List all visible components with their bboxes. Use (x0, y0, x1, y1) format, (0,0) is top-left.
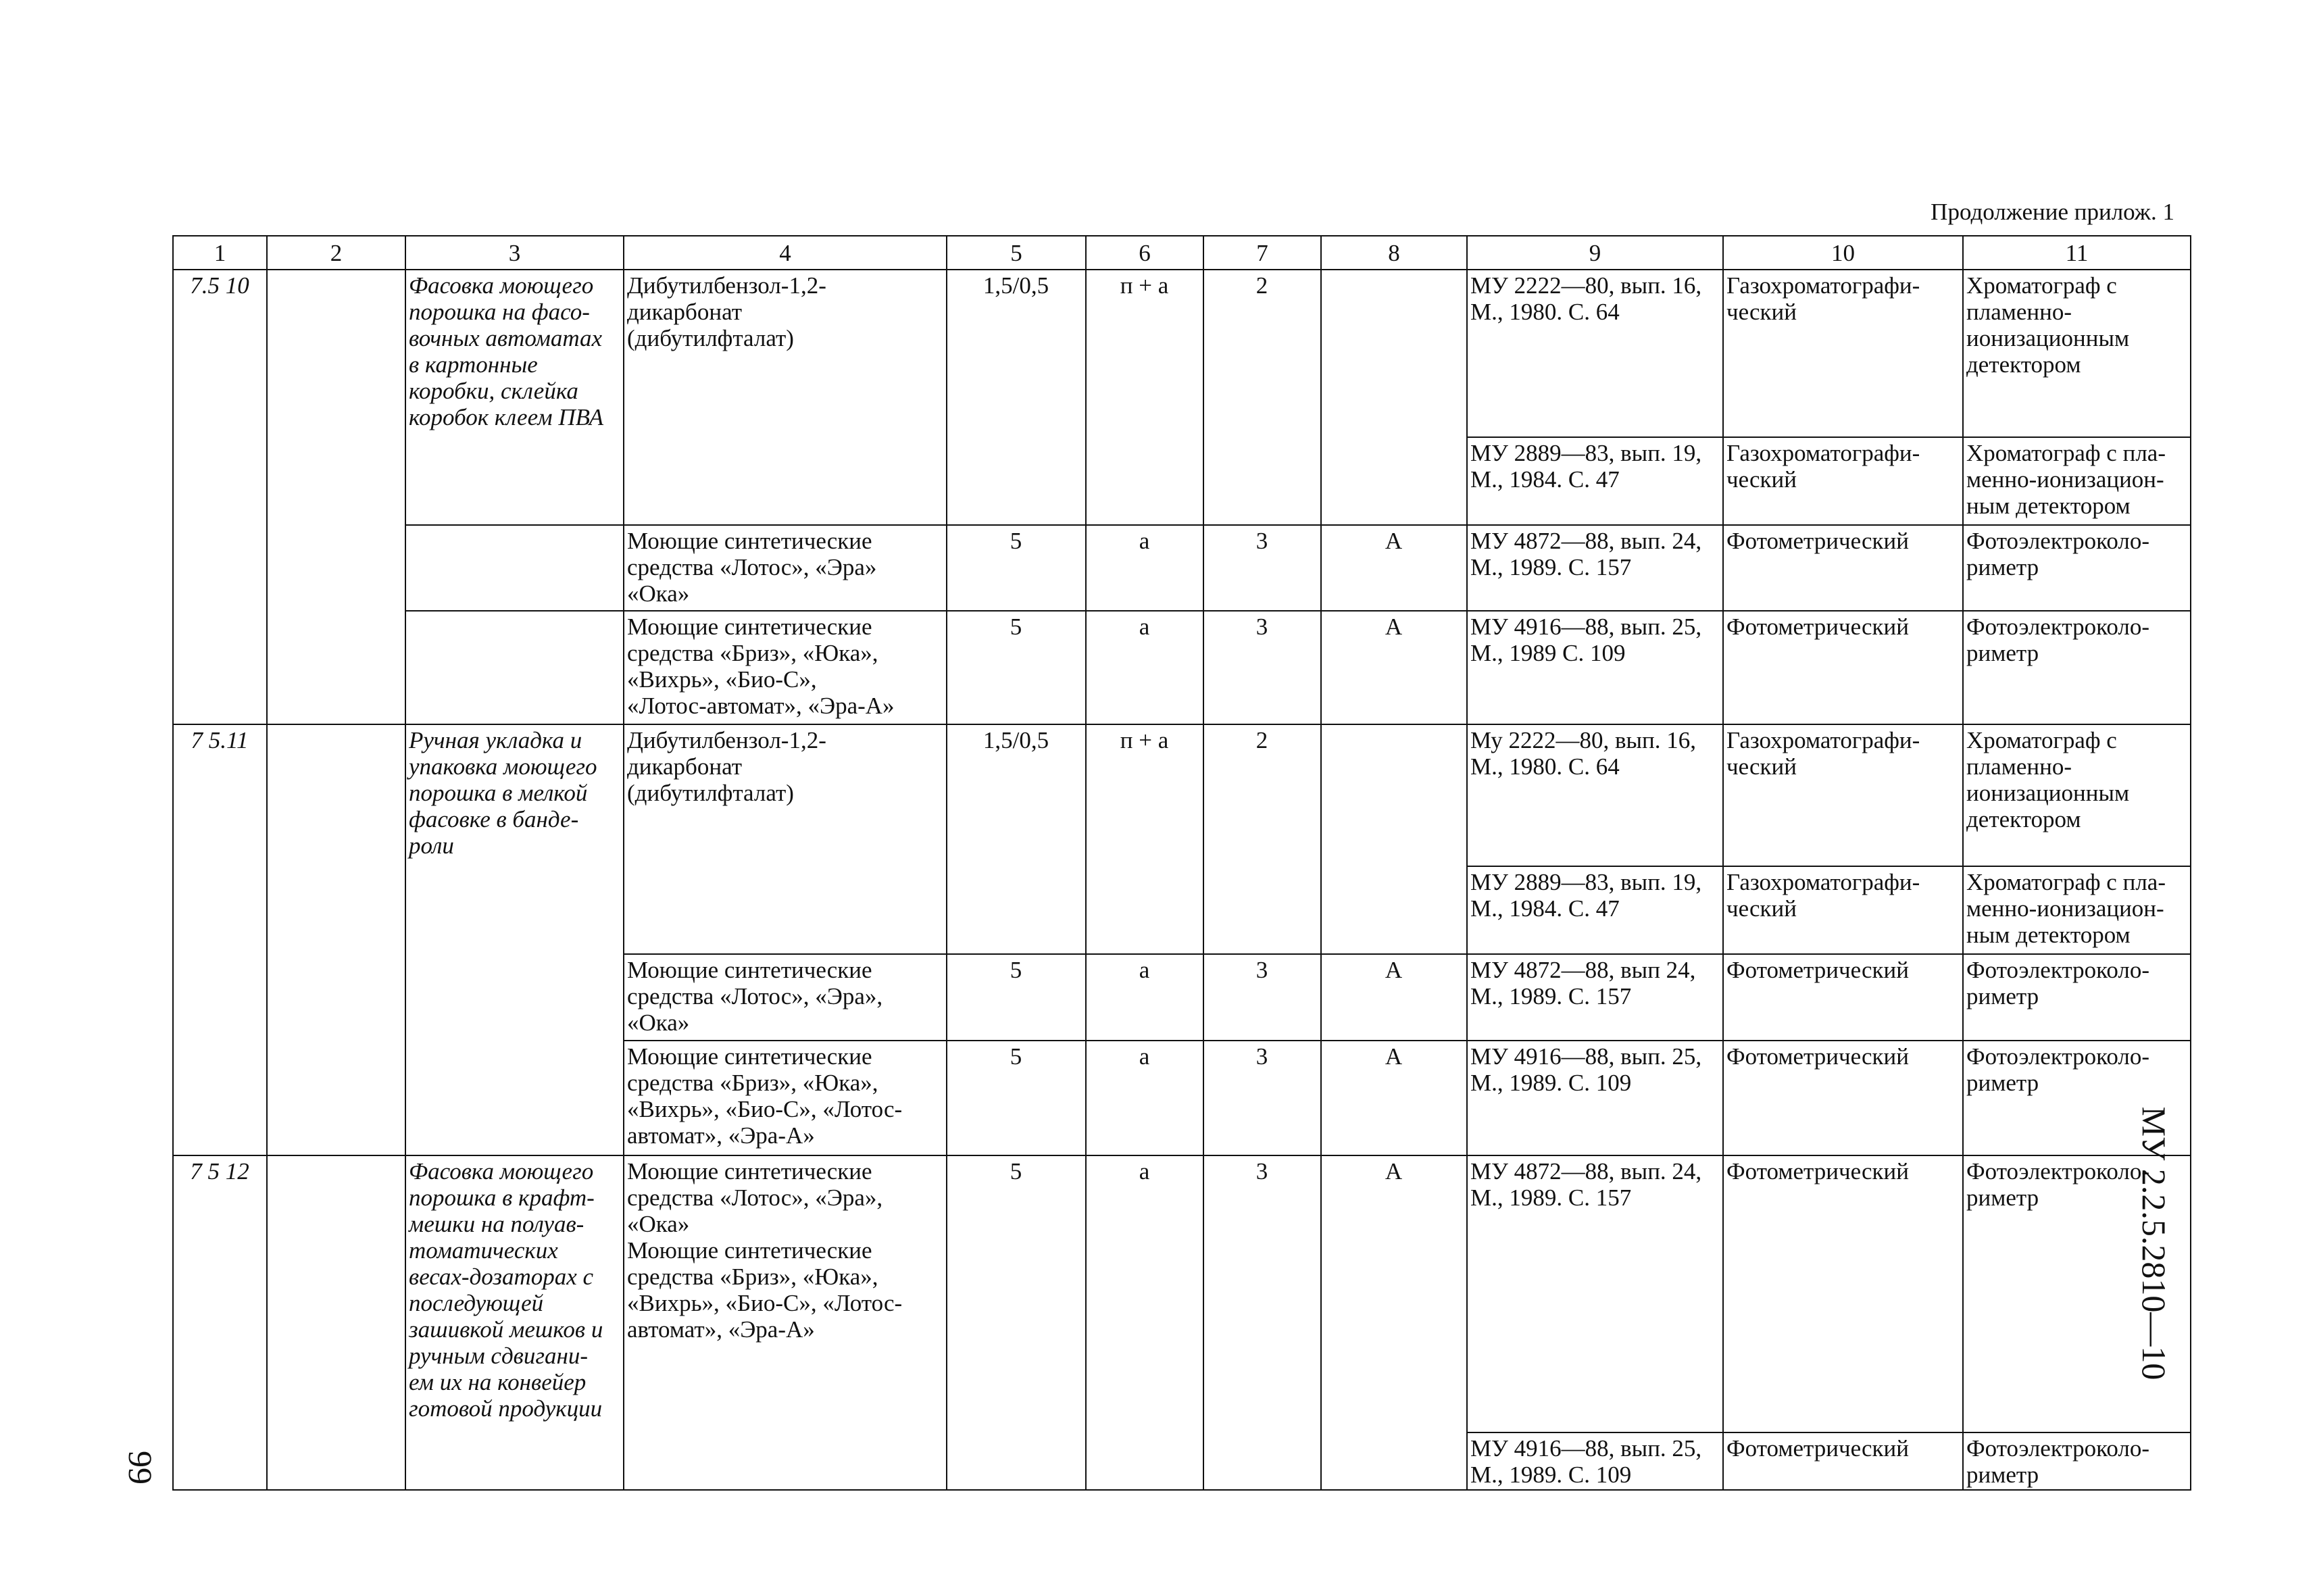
method-document-cell: МУ 2889—83, вып. 19, М., 1984. С. 47 (1467, 437, 1723, 525)
effect-cell (1321, 724, 1467, 954)
method-type-cell: Фотометрический (1723, 525, 1963, 611)
substance-cell: Моющие синтетические средства «Бриз», «Юка», «Вихрь», «Био-С», «Лотос- автомат», «Эра-А» (624, 1041, 947, 1155)
column-number-row (173, 236, 2191, 270)
concentration-cell: 1,5/0,5 (947, 724, 1086, 954)
substance-cell: Моющие синтетические средства «Лотос», «Эра», «Ока» (624, 954, 947, 1041)
concentration-cell: 5 (947, 954, 1086, 1041)
substances-table (172, 235, 2191, 1491)
hazard-class-cell: 3 (1203, 1155, 1321, 1490)
effect-cell (1321, 270, 1467, 525)
device-cell: Фотоэлектроколо- риметр (1963, 1155, 2191, 1432)
hazard-class-cell: 3 (1203, 954, 1321, 1041)
column-number: 7 (1203, 236, 1321, 270)
method-document-cell: МУ 4872—88, вып. 24, М., 1989. С. 157 (1467, 1155, 1723, 1432)
operation-cell: Фасовка моющего порошка в крафт- мешки на полуав- томатических весах-дозаторах с последующей зашивкой мешков и ручным сдвигани- ем их на конвейер готовой продукции (405, 1155, 624, 1490)
hazard-class-cell: 2 (1203, 724, 1321, 954)
concentration-cell: 5 (947, 611, 1086, 724)
concentration-cell: 5 (947, 525, 1086, 611)
substance-cell: Моющие синтетические средства «Лотос», «Эра», «Ока» Моющие синтетические средства «Бриз», «Юка», «Вихрь», «Био-С», «Лотос- автомат», «Эра-А» (624, 1155, 947, 1490)
method-document-cell: МУ 2222—80, вып. 16, М., 1980. С. 64 (1467, 270, 1723, 437)
substance-cell: Дибутилбензол-1,2- дикарбонат (дибутилфталат) (624, 724, 947, 954)
column-number: 2 (267, 236, 405, 270)
device-cell: Хроматограф с пламенно- ионизационным детектором (1963, 724, 2191, 866)
effect-cell: А (1321, 611, 1467, 724)
method-document-cell: МУ 2889—83, вып. 19, М., 1984. С. 47 (1467, 866, 1723, 954)
hazard-class-cell: 3 (1203, 611, 1321, 724)
method-type-cell: Газохроматографи- ческий (1723, 437, 1963, 525)
device-cell: Хроматограф с пла- менно-ионизацион- ным детектором (1963, 437, 2191, 525)
device-cell: Фотоэлектроколо- риметр (1963, 1041, 2191, 1155)
state-cell: а (1086, 954, 1203, 1041)
method-document-cell: Му 2222—80, вып. 16, М., 1980. С. 64 (1467, 724, 1723, 866)
empty-cell (405, 611, 624, 724)
substance-cell: Моющие синтетические средства «Лотос», «Эра» «Ока» (624, 525, 947, 611)
method-type-cell: Фотометрический (1723, 1041, 1963, 1155)
method-document-cell: МУ 4916—88, вып. 25, М., 1989 С. 109 (1467, 611, 1723, 724)
column-number: 11 (1963, 236, 2191, 270)
device-cell: Фотоэлектроколо- риметр (1963, 954, 2191, 1041)
state-cell: а (1086, 1155, 1203, 1490)
column-number: 10 (1723, 236, 1963, 270)
state-cell: а (1086, 525, 1203, 611)
state-cell: а (1086, 611, 1203, 724)
table-row (173, 1155, 2191, 1432)
device-cell: Фотоэлектроколо- риметр (1963, 611, 2191, 724)
column-number: 6 (1086, 236, 1203, 270)
concentration-cell: 1,5/0,5 (947, 270, 1086, 525)
substance-cell: Моющие синтетические средства «Бриз», «Юка», «Вихрь», «Био-С», «Лотос-автомат», «Эра-А» (624, 611, 947, 724)
concentration-cell: 5 (947, 1155, 1086, 1490)
column-number: 5 (947, 236, 1086, 270)
document-code (2135, 1106, 2173, 1380)
table-row (173, 724, 2191, 866)
state-cell: п + а (1086, 724, 1203, 954)
item-number: 7 5.11 (173, 724, 267, 1155)
hazard-class-cell: 3 (1203, 525, 1321, 611)
column-number: 1 (173, 236, 267, 270)
empty-cell (267, 724, 405, 1155)
device-cell: Хроматограф с пламенно- ионизационным детектором (1963, 270, 2191, 437)
table-row (173, 611, 2191, 724)
method-document-cell: МУ 4916—88, вып. 25, М., 1989. С. 109 (1467, 1041, 1723, 1155)
method-type-cell: Газохроматографи- ческий (1723, 270, 1963, 437)
state-cell: а (1086, 1041, 1203, 1155)
empty-cell (267, 270, 405, 724)
method-type-cell: Газохроматографи- ческий (1723, 724, 1963, 866)
item-number: 7 5 12 (173, 1155, 267, 1490)
effect-cell: А (1321, 954, 1467, 1041)
empty-cell (405, 525, 624, 611)
table-row (173, 525, 2191, 611)
method-document-cell: МУ 4916—88, вып. 25, М., 1989. С. 109 (1467, 1432, 1723, 1490)
column-number: 3 (405, 236, 624, 270)
column-number: 8 (1321, 236, 1467, 270)
operation-cell: Ручная укладка и упаковка моющего порошка в мелкой фасовке в банде- роли (405, 724, 624, 1155)
column-number: 9 (1467, 236, 1723, 270)
method-type-cell: Фотометрический (1723, 954, 1963, 1041)
hazard-class-cell: 3 (1203, 1041, 1321, 1155)
substance-cell: Дибутилбензол-1,2- дикарбонат (дибутилфталат) (624, 270, 947, 525)
state-cell: п + а (1086, 270, 1203, 525)
method-type-cell: Фотометрический (1723, 611, 1963, 724)
method-document-cell: МУ 4872—88, вып. 24, М., 1989. С. 157 (1467, 525, 1723, 611)
hazard-class-cell: 2 (1203, 270, 1321, 525)
continuation-label: Продолжение прилож. 1 (1931, 199, 2174, 225)
method-type-cell: Фотометрический (1723, 1155, 1963, 1432)
device-cell: Фотоэлектроколо- риметр (1963, 525, 2191, 611)
effect-cell: А (1321, 1041, 1467, 1155)
method-type-cell: Фотометрический (1723, 1432, 1963, 1490)
method-document-cell: МУ 4872—88, вып 24, М., 1989. С. 157 (1467, 954, 1723, 1041)
effect-cell: А (1321, 525, 1467, 611)
operation-cell: Фасовка моющего порошка на фасо- вочных автоматах в картонные коробки, склейка коробок клеем ПВА (405, 270, 624, 525)
table-row (173, 270, 2191, 437)
page-number-text: 99 (122, 1451, 159, 1485)
device-cell: Фотоэлектроколо- риметр (1963, 1432, 2191, 1490)
column-number: 4 (624, 236, 947, 270)
device-cell: Хроматограф с пла- менно-ионизацион- ным детектором (1963, 866, 2191, 954)
effect-cell: А (1321, 1155, 1467, 1490)
document-code-text: МУ 2.2.5.2810—10 (2135, 1106, 2173, 1380)
method-type-cell: Газохроматографи- ческий (1723, 866, 1963, 954)
empty-cell (267, 1155, 405, 1490)
concentration-cell: 5 (947, 1041, 1086, 1155)
item-number: 7.5 10 (173, 270, 267, 724)
